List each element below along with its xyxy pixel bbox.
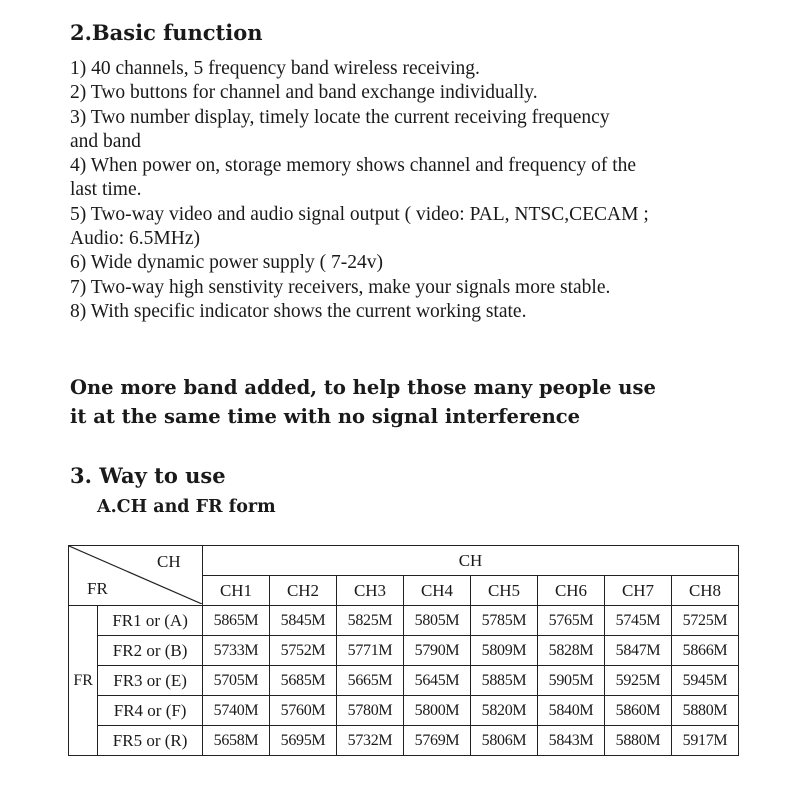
band-label: FR3 or (E) xyxy=(98,666,203,696)
freq-cell: 5780M xyxy=(337,696,404,726)
list-line: Audio: 6.5MHz) xyxy=(70,228,200,250)
basic-function-list xyxy=(70,57,750,324)
table-row xyxy=(69,726,739,756)
freq-cell: 5695M xyxy=(270,726,337,756)
freq-cell: 5843M xyxy=(538,726,605,756)
list-line: 4) When power on, storage memory shows channel and frequency of the xyxy=(70,155,637,177)
freq-cell: 5665M xyxy=(337,666,404,696)
channel-header: CH1 xyxy=(203,576,270,606)
list-line: and band xyxy=(70,130,141,152)
freq-cell: 5825M xyxy=(337,606,404,636)
list-line: 2) Two buttons for channel and band exchange individually. xyxy=(70,82,538,104)
list-line: last time. xyxy=(70,179,142,201)
freq-cell: 5806M xyxy=(471,726,538,756)
channel-header: CH4 xyxy=(404,576,471,606)
channel-header: CH2 xyxy=(270,576,337,606)
freq-cell: 5732M xyxy=(337,726,404,756)
table-row xyxy=(69,606,739,636)
freq-cell: 5771M xyxy=(337,636,404,666)
freq-cell: 5733M xyxy=(203,636,270,666)
freq-cell: 5740M xyxy=(203,696,270,726)
channel-header: CH6 xyxy=(538,576,605,606)
band-notice-line: One more band added, to help those many people use xyxy=(70,376,656,399)
fr-side-label: FR xyxy=(69,606,98,756)
band-label: FR5 or (R) xyxy=(98,726,203,756)
freq-cell: 5840M xyxy=(538,696,605,726)
band-label: FR2 or (B) xyxy=(98,636,203,666)
channel-header: CH7 xyxy=(605,576,672,606)
channel-header: CH5 xyxy=(471,576,538,606)
freq-cell: 5880M xyxy=(672,696,739,726)
freq-cell: 5785M xyxy=(471,606,538,636)
freq-cell: 5860M xyxy=(605,696,672,726)
band-label: FR1 or (A) xyxy=(98,606,203,636)
freq-cell: 5885M xyxy=(471,666,538,696)
list-line: 3) Two number display, timely locate the current receiving frequency xyxy=(70,106,610,128)
table-subtitle: A.CH and FR form xyxy=(97,497,276,517)
corner-cell xyxy=(69,546,203,606)
section-title-way-to-use: 3. Way to use xyxy=(70,463,226,488)
freq-cell: 5645M xyxy=(404,666,471,696)
table-row xyxy=(69,666,739,696)
freq-cell: 5820M xyxy=(471,696,538,726)
freq-cell: 5945M xyxy=(672,666,739,696)
table-header-row xyxy=(69,546,739,576)
freq-cell: 5685M xyxy=(270,666,337,696)
freq-cell: 5752M xyxy=(270,636,337,666)
freq-cell: 5917M xyxy=(672,726,739,756)
section-title-basic-function: 2.Basic function xyxy=(70,20,263,45)
band-label: FR4 or (F) xyxy=(98,696,203,726)
freq-cell: 5828M xyxy=(538,636,605,666)
freq-cell: 5905M xyxy=(538,666,605,696)
freq-cell: 5705M xyxy=(203,666,270,696)
list-line: 6) Wide dynamic power supply ( 7-24v) xyxy=(70,252,383,274)
corner-ch-label: CH xyxy=(157,552,181,571)
list-line: 1) 40 channels, 5 frequency band wireless receiving. xyxy=(70,58,480,79)
channel-header: CH8 xyxy=(672,576,739,606)
freq-cell: 5866M xyxy=(672,636,739,666)
table-row xyxy=(69,696,739,726)
freq-cell: 5790M xyxy=(404,636,471,666)
freq-cell: 5725M xyxy=(672,606,739,636)
freq-cell: 5845M xyxy=(270,606,337,636)
table-row xyxy=(69,636,739,666)
freq-cell: 5805M xyxy=(404,606,471,636)
freq-cell: 5769M xyxy=(404,726,471,756)
band-notice xyxy=(70,373,770,431)
freq-cell: 5760M xyxy=(270,696,337,726)
corner-fr-label: FR xyxy=(87,579,108,598)
freq-cell: 5658M xyxy=(203,726,270,756)
freq-cell: 5800M xyxy=(404,696,471,726)
freq-cell: 5925M xyxy=(605,666,672,696)
ch-group-header: CH xyxy=(203,546,739,576)
freq-cell: 5809M xyxy=(471,636,538,666)
list-line: 5) Two-way video and audio signal output ( video: PAL, NTSC,CECAM ; xyxy=(70,203,649,225)
frequency-table xyxy=(68,545,739,756)
freq-cell: 5745M xyxy=(605,606,672,636)
freq-cell: 5865M xyxy=(203,606,270,636)
freq-cell: 5847M xyxy=(605,636,672,666)
list-line: 7) Two-way high senstivity receivers, make your signals more stable. xyxy=(70,276,611,298)
channel-header: CH3 xyxy=(337,576,404,606)
freq-cell: 5880M xyxy=(605,726,672,756)
freq-cell: 5765M xyxy=(538,606,605,636)
list-line: 8) With specific indicator shows the current working state. xyxy=(70,300,527,322)
band-notice-line: it at the same time with no signal interference xyxy=(70,405,581,428)
